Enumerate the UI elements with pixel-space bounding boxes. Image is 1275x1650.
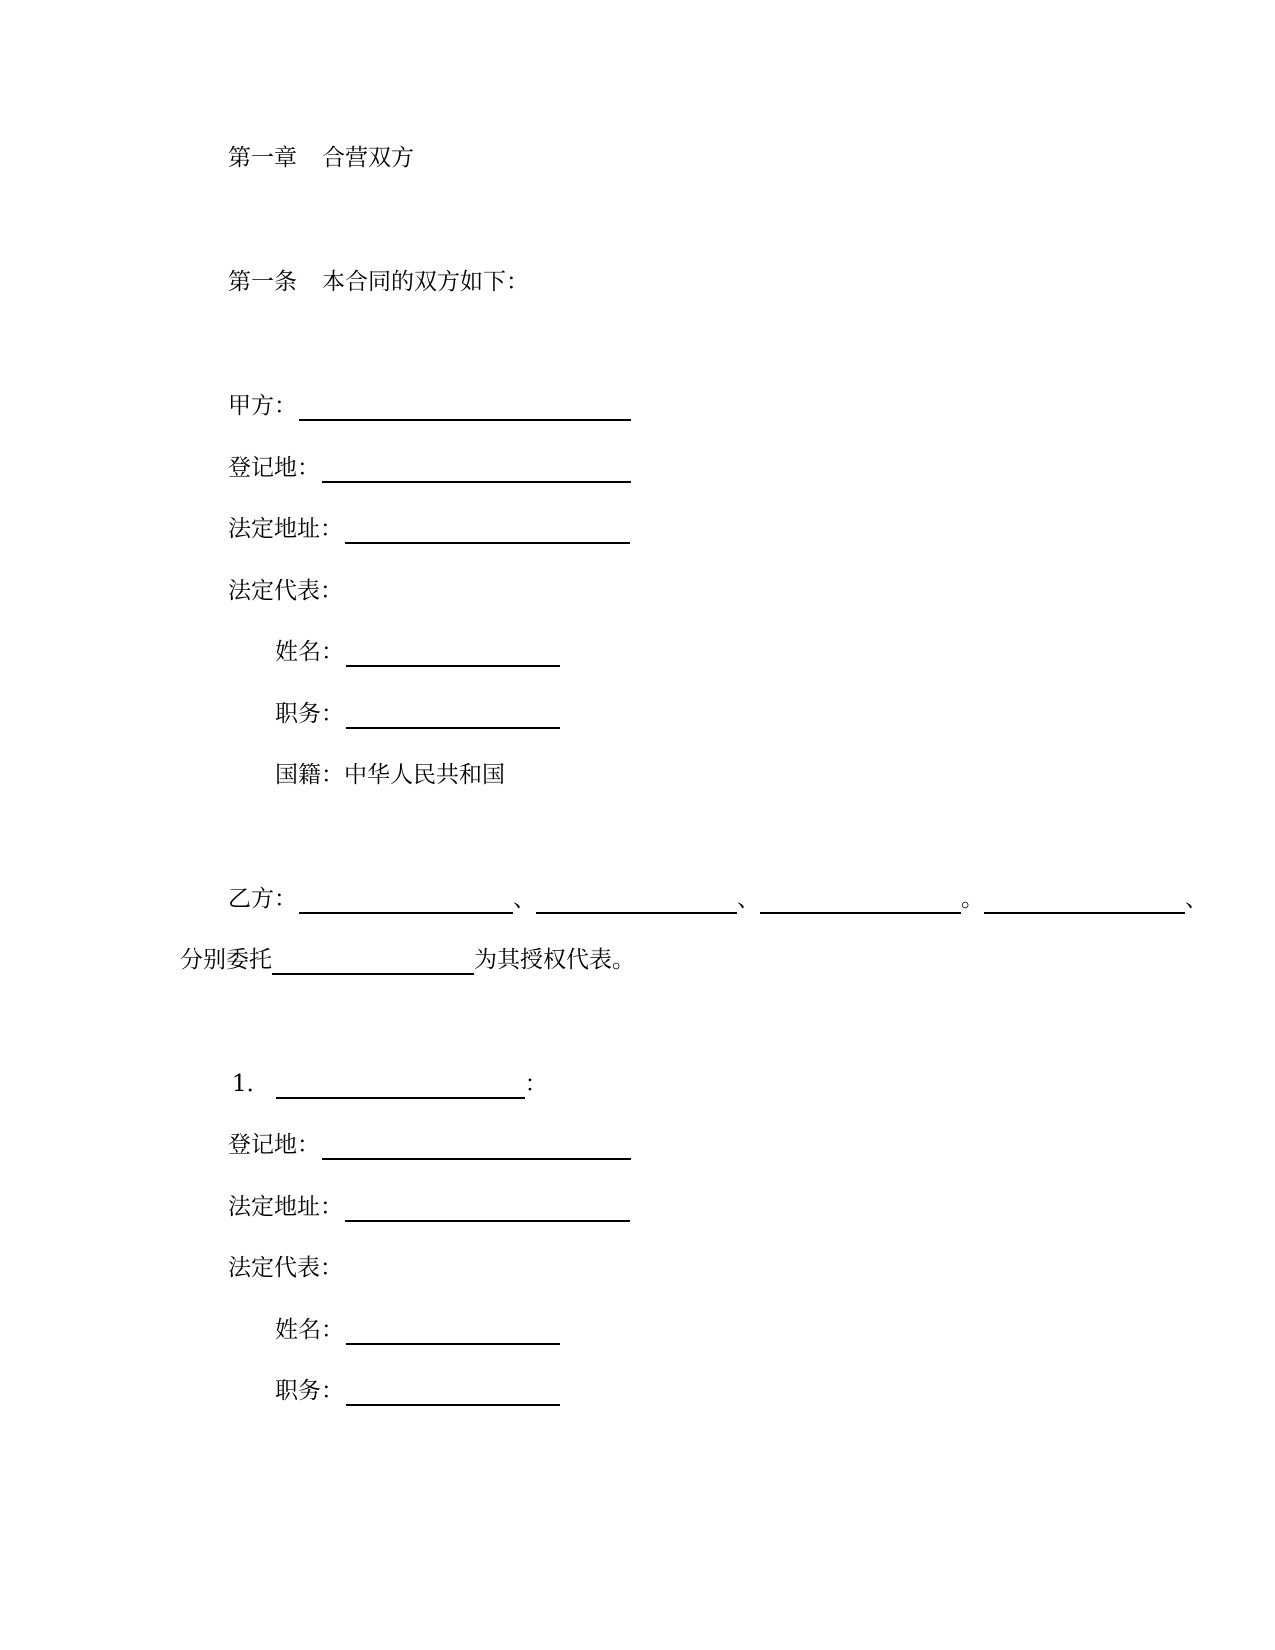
party-b-authorized-rep-field[interactable] [272,949,474,975]
party-b-entrust-prefix: 分别委托 [180,947,272,973]
article-text: 本合同的双方如下： [322,269,529,295]
party-b-member-1-field[interactable] [299,888,513,914]
party-b-1-registration-row [228,1130,631,1160]
party-b-1-rep-row [228,1253,343,1283]
party-b-separator: 、 [513,886,536,912]
party-b-entrust-suffix: 为其授权代表。 [474,947,635,973]
party-b-label: 乙方： [228,886,297,912]
chapter-heading [228,143,414,173]
party-b-1-address-label: 法定地址： [228,1194,343,1220]
party-a-rep-title-label: 职务： [275,701,344,727]
party-b-entrust-row [180,945,635,975]
party-b-1-name-field[interactable] [276,1073,525,1099]
party-b-1-rep-name-field[interactable] [346,1319,560,1345]
party-a-address-label: 法定地址： [228,516,343,542]
party-b-1-rep-name-row [275,1315,560,1345]
party-a-address-row [228,514,630,544]
party-a-nationality-label: 国籍： [275,762,344,788]
party-a-rep-label: 法定代表： [228,578,343,604]
party-b-1-rep-title-row [275,1376,560,1406]
party-a-name-field[interactable] [299,395,631,421]
party-b-member-4-field[interactable] [984,888,1185,914]
party-a-row [228,391,631,421]
party-b-1-rep-title-field[interactable] [346,1380,560,1406]
party-b-1-registration-field[interactable] [322,1134,631,1160]
party-a-label: 甲方： [228,393,297,419]
party-b-1-index: 1． [232,1071,270,1097]
party-a-address-field[interactable] [345,518,630,544]
party-b-1-rep-title-label: 职务： [275,1378,344,1404]
party-b-1-address-row [228,1192,630,1222]
chapter-title: 合营双方 [322,145,414,171]
party-b-1-colon: ： [524,1071,548,1097]
party-b-1-rep-name-label: 姓名： [275,1317,344,1343]
party-b-member-2-field[interactable] [536,888,737,914]
party-b-1-address-field[interactable] [345,1196,630,1222]
article-heading [228,267,529,297]
party-b-1-registration-label: 登记地： [228,1132,320,1158]
party-b-separator: 、 [1185,886,1208,912]
party-a-registration-label: 登记地： [228,455,320,481]
party-a-registration-row [228,453,631,483]
party-a-nationality-value: 中华人民共和国 [344,762,505,788]
chapter-number: 第一章 [228,145,297,171]
party-a-rep-title-field[interactable] [346,703,560,729]
party-a-rep-title-row [275,699,560,729]
party-b-separator: 、 [737,886,760,912]
party-a-rep-name-label: 姓名： [275,639,344,665]
party-b-1-row [232,1069,548,1099]
party-a-rep-row [228,576,343,606]
party-b-row [228,884,1208,914]
party-a-registration-field[interactable] [322,457,631,483]
party-a-rep-name-field[interactable] [346,641,560,667]
party-b-separator: 。 [961,886,984,912]
party-a-nationality-row [275,760,505,790]
party-b-member-3-field[interactable] [760,888,961,914]
party-a-rep-name-row [275,637,560,667]
article-number: 第一条 [228,269,297,295]
party-b-1-rep-label: 法定代表： [228,1255,343,1281]
